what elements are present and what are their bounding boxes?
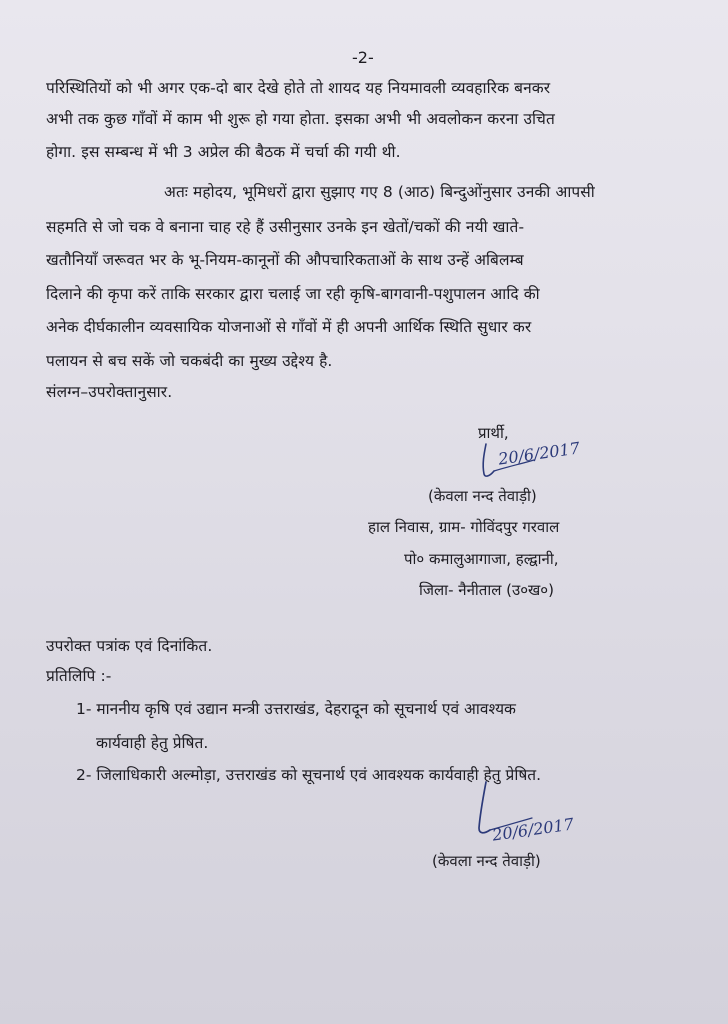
- body-line: दिलाने की कृपा करें ताकि सरकार द्वारा चलाई जा रही कृषि-बागवानी-पशुपालन आदि की: [46, 285, 540, 303]
- applicant-label: प्रार्थी,: [478, 424, 509, 442]
- reference-line: उपरोक्त पत्रांक एवं दिनांकित.: [46, 637, 213, 655]
- enclosure-note: संलग्न–उपरोक्तानुसार.: [46, 383, 173, 401]
- body-line: परिस्थितियों को भी अगर एक-दो बार देखे होते तो शायद यह नियमावली व्यवहारिक बनकर: [46, 79, 551, 97]
- body-line: सहमति से जो चक वे बनाना चाह रहे हैं उसीनुसार उनके इन खेतों/चकों की नयी खाते-: [46, 218, 525, 236]
- address-line: पो० कमालुआगाजा, हल्द्वानी,: [404, 550, 559, 568]
- address-line: हाल निवास, ग्राम- गोविंदपुर गरवाल: [368, 518, 560, 536]
- body-line: अनेक दीर्घकालीन व्यवसायिक योजनाओं से गाँवों में ही अपनी आर्थिक स्थिति सुधार कर: [46, 318, 532, 336]
- copy-item-2-line: 2- जिलाधिकारी अल्मोड़ा, उत्तराखंड को सूचनार्थ एवं आवश्यक कार्यवाही हेतु प्रेषित.: [76, 766, 542, 784]
- signatory-name-2: (केवला नन्द तेवाड़ी): [432, 852, 541, 870]
- copy-label: प्रतिलिपि :-: [46, 667, 112, 685]
- signature-date: 20/6/2017: [497, 438, 581, 469]
- signatory-name: (केवला नन्द तेवाड़ी): [428, 487, 537, 505]
- body-line: अभी तक कुछ गाँवों में काम भी शुरू हो गया होता. इसका अभी भी अवलोकन करना उचित: [46, 110, 555, 128]
- body-line: अतः महोदय, भूमिधरों द्वारा सुझाए गए 8 (आठ) बिन्दुओंनुसार उनकी आपसी: [164, 183, 595, 201]
- copy-item-1-line: कार्यवाही हेतु प्रेषित.: [96, 734, 209, 752]
- address-line: जिला- नैनीताल (उ०ख०): [419, 581, 554, 599]
- body-line: पलायन से बच सकें जो चकबंदी का मुख्य उद्देश्य है.: [46, 352, 333, 370]
- body-line: खतौनियाँ जरूवत भर के भू-नियम-कानूनों की औपचारिकताओं के साथ उन्हें अबिलम्ब: [46, 251, 524, 269]
- body-line: होगा. इस सम्बन्ध में भी 3 अप्रेल की बैठक में चर्चा की गयी थी.: [46, 143, 401, 161]
- page-number: -2-: [352, 48, 374, 67]
- copy-item-1-line: 1- माननीय कृषि एवं उद्यान मन्त्री उत्तराखंड, देहरादून को सूचनार्थ एवं आवश्यक: [76, 700, 516, 718]
- signature-date-2: 20/6/2017: [491, 814, 575, 845]
